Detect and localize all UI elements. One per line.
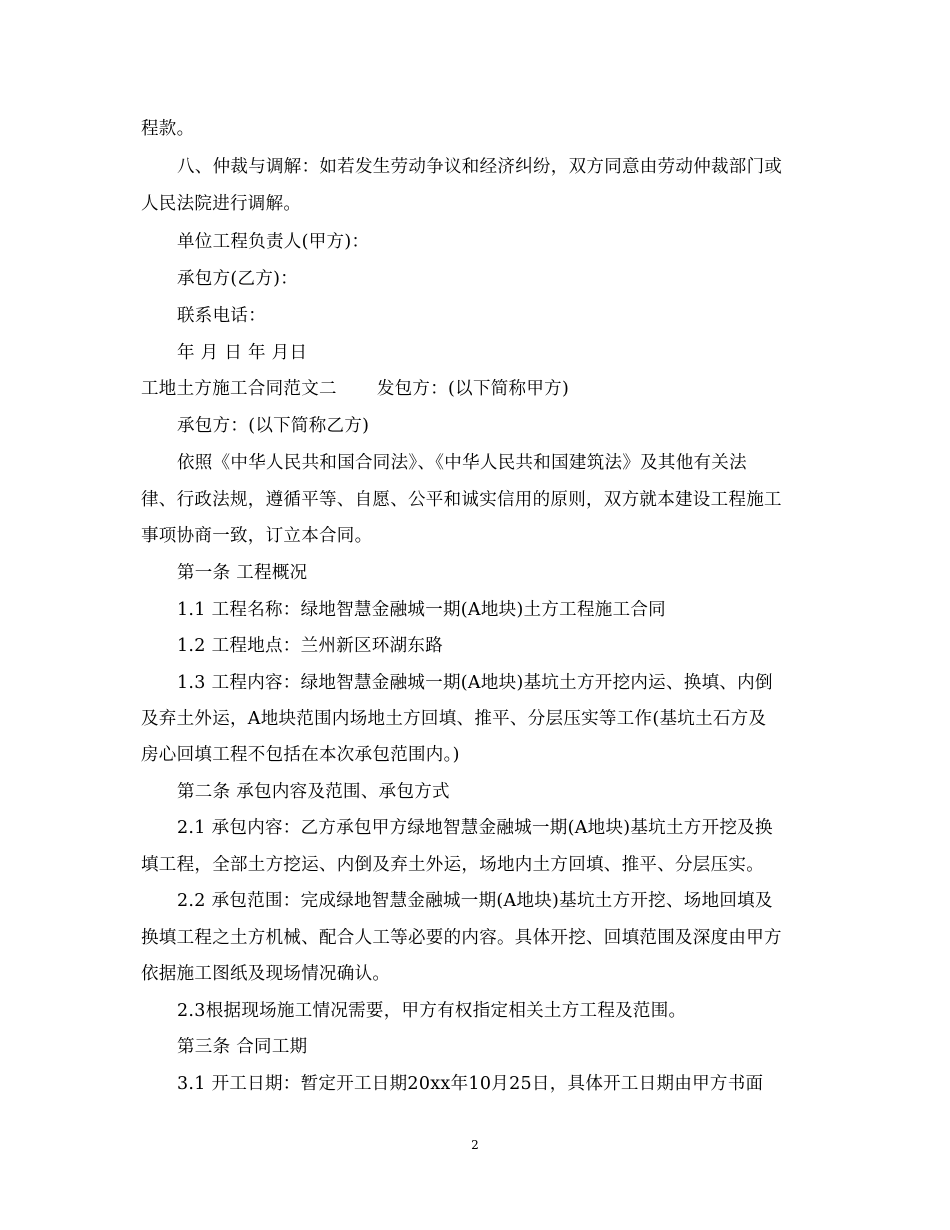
text-line: 填工程，全部土方挖运、内倒及弃土外运，场地内土方回填、推平、分层压实。 — [141, 855, 764, 875]
text-line: 人民法院进行调解。 — [141, 194, 302, 214]
party-a-label: 发包方：(以下简称甲方) — [376, 379, 570, 399]
text-line: 房心回填工程不包括在本次承包范围内。) — [141, 745, 460, 765]
text-line: 2.1 承包内容：乙方承包甲方绿地智慧金融城一期(A地块)基坑土方开挖及换 — [177, 818, 773, 838]
section-heading-line — [141, 377, 569, 401]
text-line: 承包方(乙方)： — [177, 269, 299, 289]
section-title: 工地土方施工合同范文二 — [141, 379, 337, 399]
text-line: 2.3根据现场施工情况需要，甲方有权指定相关土方工程及范围。 — [177, 1001, 687, 1021]
text-line: 年 月 日 年 月日 — [177, 343, 308, 363]
article-heading: 第三条 合同工期 — [177, 1037, 308, 1057]
text-line: 3.1 开工日期：暂定开工日期20xx年10月25日，具体开工日期由甲方书面 — [177, 1074, 764, 1094]
text-line: 八、仲裁与调解：如若发生劳动争议和经济纠纷，双方同意由劳动仲裁部门或 — [177, 157, 783, 177]
text-line: 事项协商一致，订立本合同。 — [141, 526, 373, 546]
text-line: 依照《中华人民共和国合同法》、《中华人民共和国建筑法》及其他有关法 — [177, 453, 747, 473]
text-line: 及弃土外运，A地块范围内场地土方回填、推平、分层压实等工作(基坑土石方及 — [141, 709, 767, 729]
text-line: 律、行政法规，遵循平等、自愿、公平和诚实信用的原则，双方就本建设工程施工 — [141, 490, 782, 510]
page-number: 2 — [471, 1138, 479, 1152]
text-line: 2.2 承包范围：完成绿地智慧金融城一期(A地块)基坑土方开挖、场地回填及 — [177, 891, 773, 911]
text-line: 1.1 工程名称：绿地智慧金融城一期(A地块)土方工程施工合同 — [177, 600, 666, 620]
text-line: 承包方：(以下简称乙方) — [177, 416, 370, 436]
text-line: 1.2 工程地点：兰州新区环湖东路 — [177, 636, 443, 656]
text-line: 单位工程负责人(甲方)： — [177, 232, 370, 252]
text-line: 依据施工图纸及现场情况确认。 — [141, 964, 391, 984]
article-heading: 第一条 工程概况 — [177, 563, 308, 583]
text-line: 换填工程之土方机械、配合人工等必要的内容。具体开挖、回填范围及深度由甲方 — [141, 928, 782, 948]
text-line: 程款。 — [141, 119, 195, 139]
article-heading: 第二条 承包内容及范围、承包方式 — [177, 782, 450, 802]
text-line: 联系电话： — [177, 306, 266, 326]
text-line: 1.3 工程内容：绿地智慧金融城一期(A地块)基坑土方开挖内运、换填、内倒 — [177, 673, 773, 693]
